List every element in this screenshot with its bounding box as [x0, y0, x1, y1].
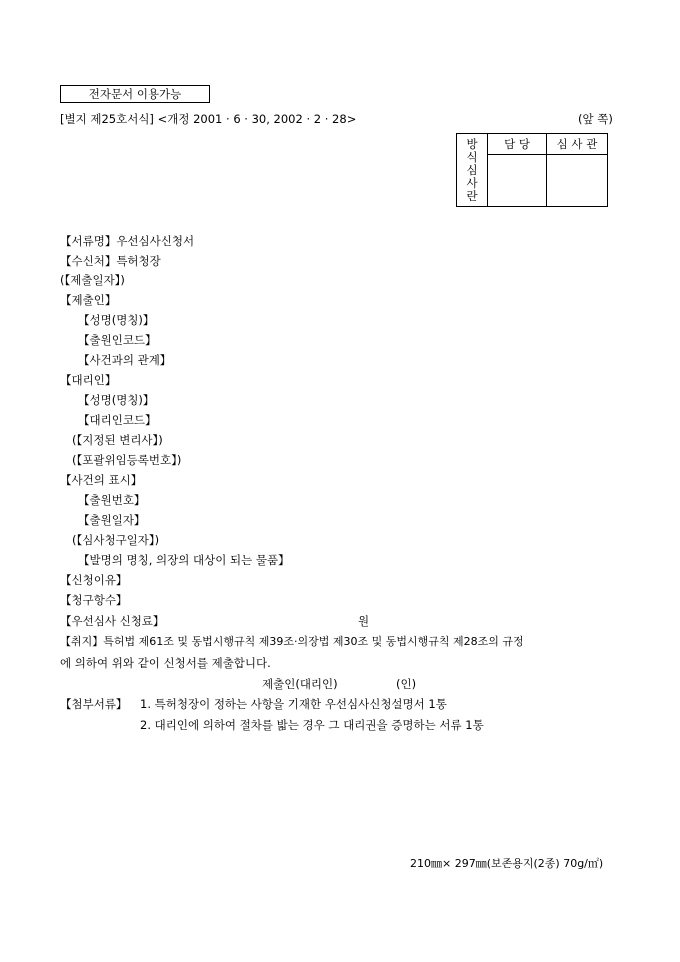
field-applicant-name: 【성명(명칭)】	[78, 313, 155, 327]
field-claims: 【청구항수】	[60, 593, 128, 607]
electronic-doc-badge: 전자문서 이용가능	[60, 85, 210, 103]
attachment-2: 2. 대리인에 의하여 절차를 밟는 경우 그 대리권을 증명하는 서류 1통	[140, 718, 484, 732]
field-case-display: 【사건의 표시】	[60, 473, 143, 487]
field-agent-name: 【성명(명칭)】	[78, 393, 155, 407]
side-char: 심	[466, 162, 478, 177]
field-app-number: 【출원번호】	[78, 493, 146, 507]
field-applicant-code: 【출원인코드】	[78, 333, 157, 347]
page-side-label: (앞 쪽)	[578, 112, 613, 126]
side-char: 란	[466, 188, 478, 203]
side-char: 식	[466, 149, 478, 164]
field-exam-request-date: (【심사청구일자】)	[72, 533, 160, 547]
field-doc-name: 【서류명】우선심사신청서	[60, 234, 195, 248]
field-fee-label: 【우선심사 신청료】	[60, 614, 165, 628]
field-recipient: 【수신처】특허청장	[60, 254, 161, 268]
attachments-label: 【첨부서류】	[60, 697, 128, 711]
exam-box	[456, 133, 608, 207]
field-invention-title: 【발명의 명칭, 의장의 대상이 되는 물품】	[78, 553, 290, 567]
exam-cell-examiner	[547, 155, 608, 207]
field-agent: 【대리인】	[60, 373, 117, 387]
exam-cell-officer	[488, 155, 547, 207]
exam-col-examiner: 심 사 관	[547, 134, 608, 155]
field-applicant: 【제출인】	[60, 293, 117, 307]
field-fee-unit: 원	[358, 614, 370, 628]
form-title: [별지 제25호서식] <개정 2001 · 6 · 30, 2002 · 2 · 28>	[60, 112, 357, 126]
field-purpose-line1: 【취지】특허법 제61조 및 동법시행규칙 제39조·의장법 제30조 및 동법시행규칙 제28조의 규정	[60, 635, 524, 648]
seal-label: (인)	[396, 677, 417, 691]
field-agent-code: 【대리인코드】	[78, 413, 157, 427]
field-designated-attorney: (【지정된 변리사】)	[72, 433, 163, 447]
side-char: 방	[466, 136, 478, 151]
field-app-date: 【출원일자】	[78, 513, 146, 527]
exam-col-officer: 담 당	[488, 134, 547, 155]
field-reason: 【신청이유】	[60, 573, 128, 587]
field-general-power-no: (【포괄위임등록번호】)	[72, 453, 182, 467]
exam-side-label	[457, 134, 488, 207]
side-char: 사	[466, 175, 478, 190]
signer-label: 제출인(대리인)	[262, 677, 338, 691]
attachment-1: 1. 특허청장이 정하는 사항을 기재한 우선심사신청설명서 1통	[140, 697, 447, 711]
field-purpose-line2: 에 의하여 위와 같이 신청서를 제출합니다.	[60, 656, 271, 670]
field-submit-date: (【제출일자】)	[60, 273, 125, 287]
field-relation: 【사건과의 관계】	[78, 353, 172, 367]
paper-spec-footer: 210㎜× 297㎜(보존용지(2종) 70g/㎡)	[410, 857, 604, 870]
